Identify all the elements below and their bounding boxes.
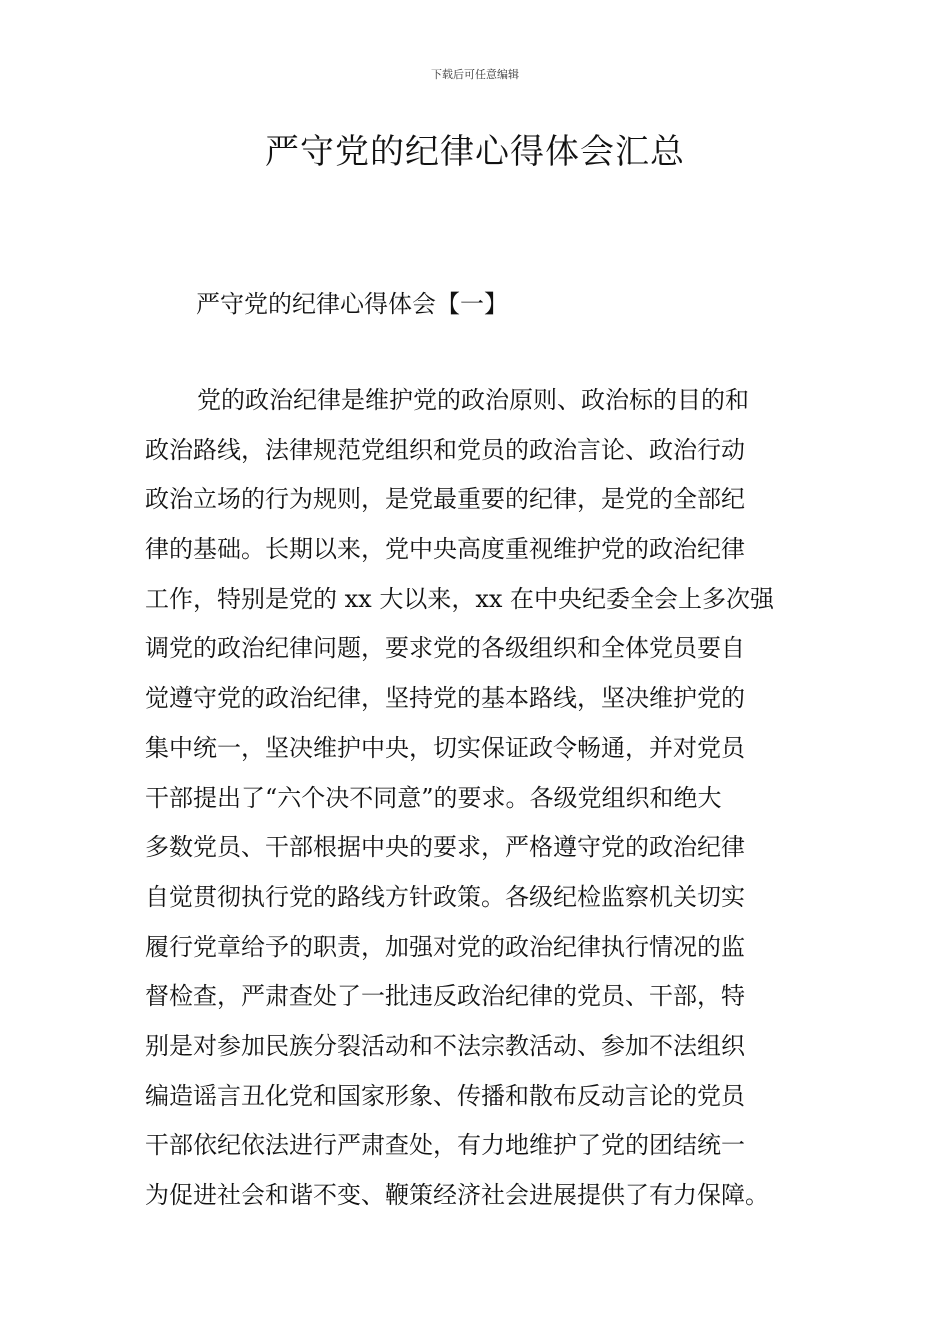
header-note: 下载后可任意编辑: [431, 68, 519, 81]
paragraph-line: 多数党员、干部根据中央的要求，严格遵守党的政治纪律: [145, 833, 745, 862]
paragraph-line: 政治立场的行为规则，是党最重要的纪律，是党的全部纪: [145, 485, 745, 514]
paragraph-line: 律的基础。长期以来，党中央高度重视维护党的政治纪律: [145, 535, 745, 564]
paragraph-line: 觉遵守党的政治纪律，坚持党的基本路线，坚决维护党的: [145, 684, 745, 713]
paragraph-line: 自觉贯彻执行党的路线方针政策。各级纪检监察机关切实: [145, 882, 745, 911]
paragraph-line: 干部依纪依法进行严肃查处，有力地维护了党的团结统一: [145, 1131, 745, 1160]
paragraph-line: 党的政治纪律是维护党的政治原则、政治标的目的和: [197, 386, 749, 414]
section-heading: 严守党的纪律心得体会【一】: [196, 290, 508, 318]
paragraph-line: 为促进社会和谐不变、鞭策经济社会进展提供了有力保障。: [145, 1181, 769, 1209]
paragraph-line: 干部提出了“六个决不同意”的要求。各级党组织和绝大: [145, 783, 722, 812]
paragraph-line: 调党的政治纪律问题，要求党的各级组织和全体党员要自: [145, 634, 745, 663]
document-title: 严守党的纪律心得体会汇总: [265, 132, 685, 172]
paragraph-line: 政治路线，法律规范党组织和党员的政治言论、政治行动: [145, 435, 745, 464]
body-paragraph: [145, 376, 810, 1221]
paragraph-line: 集中统一，坚决维护中央，切实保证政令畅通，并对党员: [145, 733, 745, 762]
paragraph-line: 履行党章给予的职责，加强对党的政治纪律执行情况的监: [145, 932, 745, 961]
paragraph-line: 编造谣言丑化党和国家形象、传播和散布反动言论的党员: [145, 1081, 745, 1110]
paragraph-line: 别是对参加民族分裂活动和不法宗教活动、参加不法组织: [145, 1031, 745, 1060]
paragraph-line: 工作，特别是党的 xx 大以来，xx 在中央纪委全会上多次强: [145, 584, 775, 613]
paragraph-line: 督检查，严肃查处了一批违反政治纪律的党员、干部，特: [145, 982, 745, 1011]
